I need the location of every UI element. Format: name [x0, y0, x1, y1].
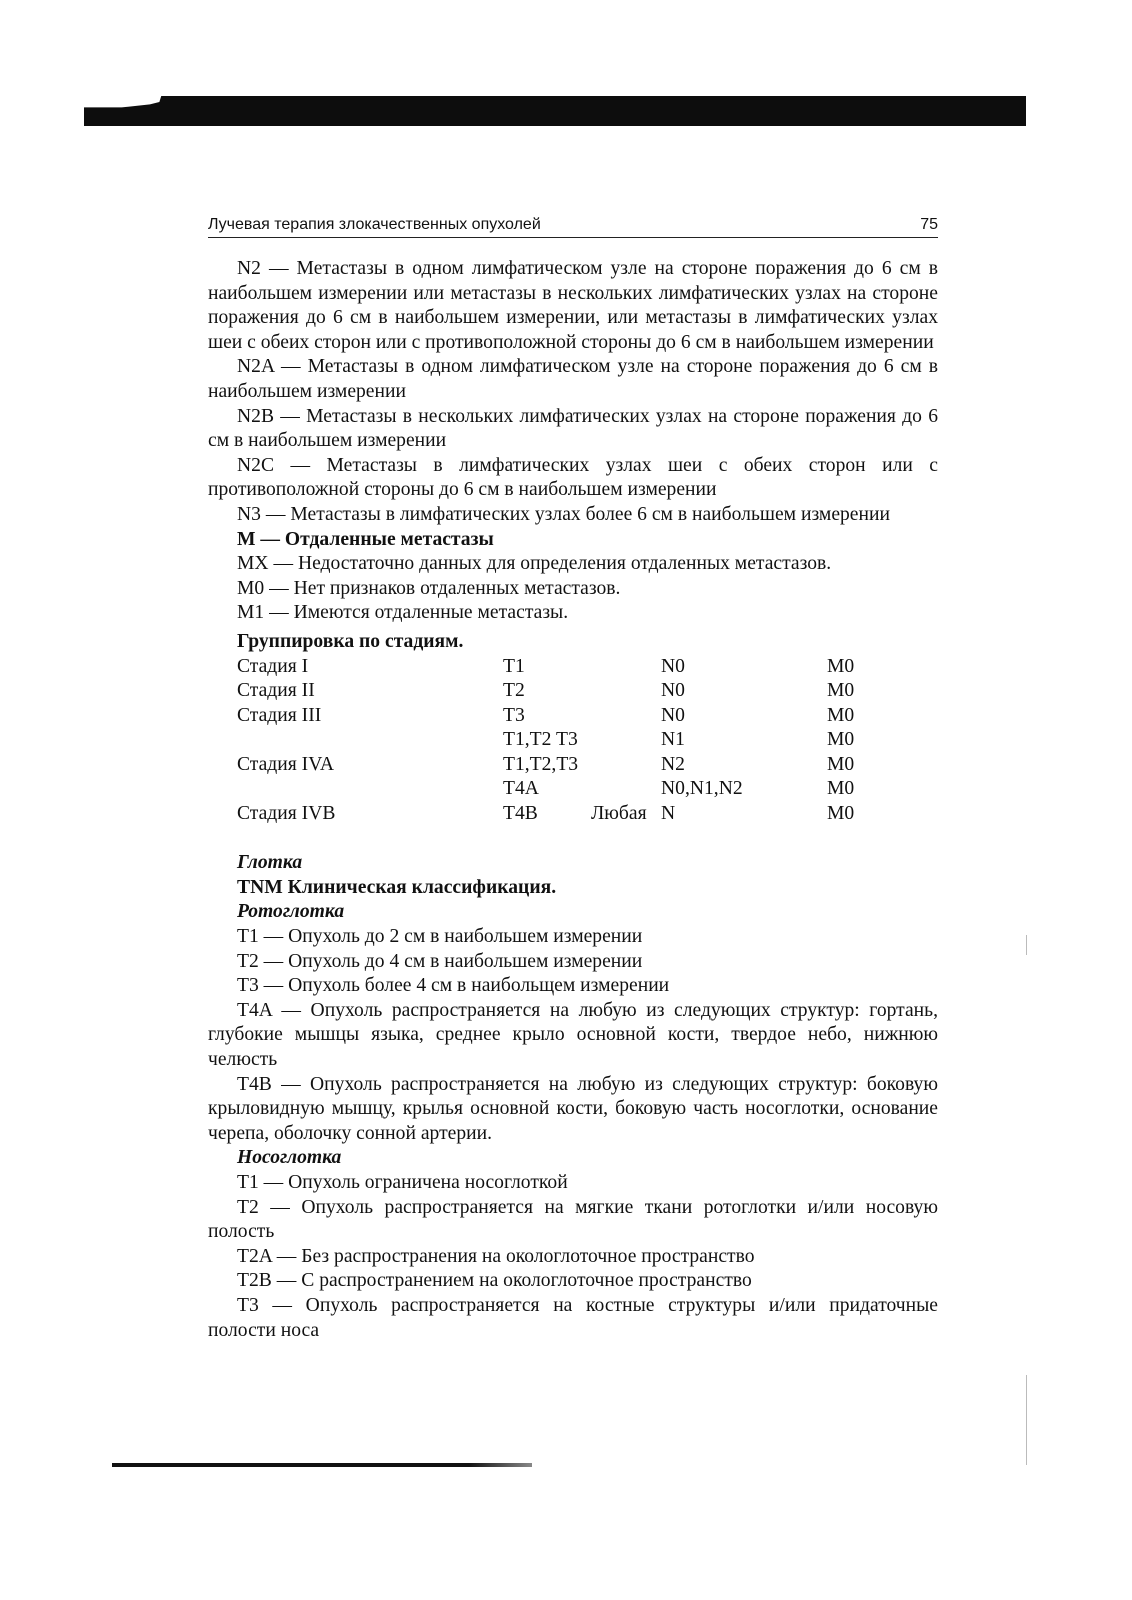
n-cell: N0	[661, 704, 685, 726]
m-cell: M0	[827, 680, 855, 702]
margin-scan-mark	[1026, 935, 1027, 955]
t-value: T4A	[503, 778, 539, 800]
stage-cell	[237, 777, 503, 802]
stage-cell: Стадия IVA	[237, 753, 334, 775]
table-row	[237, 802, 907, 827]
table-row	[237, 728, 907, 753]
paragraph-oro-t4a: T4A — Опухоль распространяется на любую из следующих структур: гортань, глубокие мышцы языка, среднее крыло основной кости, твердое небо, нижнюю челюсть	[208, 999, 938, 1070]
paragraph-m1: M1 — Имеются отдаленные метастазы.	[237, 602, 569, 624]
table-row	[237, 679, 907, 704]
n-cell: N1	[661, 729, 685, 751]
paragraph-n2c: N2C — Метастазы в лимфатических узлах шеи с обеих сторон или с противоположной стороны до 6 см в наибольшем измерении	[208, 454, 938, 501]
running-title: Лучевая терапия злокачественных опухолей	[208, 216, 541, 233]
spacer	[208, 827, 938, 852]
t-value: T2	[503, 680, 525, 702]
t-cell	[503, 704, 661, 729]
paragraph-oro-t3: T3 — Опухоль более 4 см в наибольщем измерении	[237, 975, 670, 997]
oropharynx-heading: Ротоглотка	[237, 901, 345, 923]
t-cell	[503, 728, 661, 753]
stage-cell: Стадия III	[237, 704, 322, 726]
t-cell	[503, 802, 661, 827]
t-value: T1,T2,T3	[503, 753, 579, 775]
m-cell: M0	[827, 753, 855, 775]
tnm-heading: TNM Клиническая классификация.	[237, 876, 557, 898]
bottom-decorative-rule	[112, 1463, 532, 1467]
table-row	[237, 704, 907, 729]
paragraph-oro-t1: T1 — Опухоль до 2 см в наибольшем измерении	[237, 926, 643, 948]
extra-value: Любая	[591, 803, 647, 825]
paragraph-oro-t2: T2 — Опухоль до 4 см в наибольшем измерении	[237, 950, 643, 972]
t-value: T4B	[503, 803, 538, 825]
paragraph-m0: M0 — Нет признаков отдаленных метастазов.	[237, 577, 621, 599]
paragraph-n3: N3 — Метастазы в лимфатических узлах более 6 см в наибольшем измерении	[237, 503, 890, 525]
n-cell: N0,N1,N2	[661, 778, 743, 800]
table-row	[237, 655, 907, 680]
t-cell	[503, 655, 661, 680]
pharynx-heading: Глотка	[237, 852, 303, 874]
t-value: T3	[503, 704, 525, 726]
running-header	[208, 213, 938, 238]
t-cell	[503, 679, 661, 704]
table-row	[237, 777, 907, 802]
staging-table	[237, 655, 907, 827]
margin-scan-mark	[1026, 1375, 1027, 1465]
t-value: T1	[503, 655, 525, 677]
t-cell	[503, 777, 661, 802]
paragraph-n2b: N2B — Метастазы в нескольких лимфатических узлах на стороне поражения до 6 см в наибольшем измерении	[208, 405, 938, 452]
m-cell: M0	[827, 778, 855, 800]
m-cell: M0	[827, 655, 855, 677]
m-cell: M0	[827, 803, 855, 825]
paragraph-mx: MX — Недостаточно данных для определения отдаленных метастазов.	[237, 553, 832, 575]
paragraph-naso-t2: T2 — Опухоль распространяется на мягкие ткани ротоглотки и/или носовую полость	[208, 1196, 938, 1243]
t-value: T1,T2 T3	[503, 729, 578, 751]
paragraph-naso-t1: T1 — Опухоль ограничена носоглоткой	[237, 1171, 568, 1193]
paragraph-naso-t3: T3 — Опухоль распространяется на костные структуры и/или придаточные полости носа	[208, 1294, 938, 1341]
stage-cell	[237, 728, 503, 753]
n-cell: N	[661, 803, 676, 825]
n-cell: N0	[661, 680, 685, 702]
paragraph-n2a: N2A — Метастазы в одном лимфатическом узле на стороне поражения до 6 см в наибольшем измерении	[208, 356, 938, 402]
paragraph-naso-t2b: T2B — С распространением на окологлоточное пространство	[237, 1270, 752, 1292]
page-body	[208, 257, 938, 1343]
n-cell: N0	[661, 655, 685, 677]
m-cell: M0	[827, 704, 855, 726]
paragraph-oro-t4b: T4B — Опухоль распространяется на любую из следующих структур: боковую крыловидную мышцу, крылья основной кости, боковую часть носоглотки, основание черепа, оболочку сонной артерии.	[208, 1073, 938, 1144]
t-cell	[503, 753, 661, 778]
paragraph-naso-t2a: T2A — Без распространения на окологлоточное пространство	[237, 1245, 755, 1267]
table-row	[237, 753, 907, 778]
m-heading: M — Отдаленные метастазы	[237, 528, 494, 550]
paragraph-n2: N2 — Метастазы в одном лимфатическом узле на стороне поражения до 6 см в наибольшем измерении или метастазы в нескольких лимфатических узлах на стороне поражения до 6 см в наибольшем измерении, или метастазы в лимфатических узлах шеи с обеих сторон или с противоположной стороны до 6 см в наибольшем измерении	[208, 258, 938, 353]
stage-cell: Стадия IVB	[237, 803, 336, 825]
n-cell: N2	[661, 753, 685, 775]
top-decorative-bar	[84, 96, 1026, 126]
stage-cell: Стадия I	[237, 655, 309, 677]
stage-cell: Стадия II	[237, 680, 315, 702]
m-cell: M0	[827, 729, 855, 751]
nasopharynx-heading: Носоглотка	[237, 1147, 342, 1169]
page-number: 75	[920, 216, 938, 233]
staging-heading: Группировка по стадиям.	[237, 630, 464, 652]
